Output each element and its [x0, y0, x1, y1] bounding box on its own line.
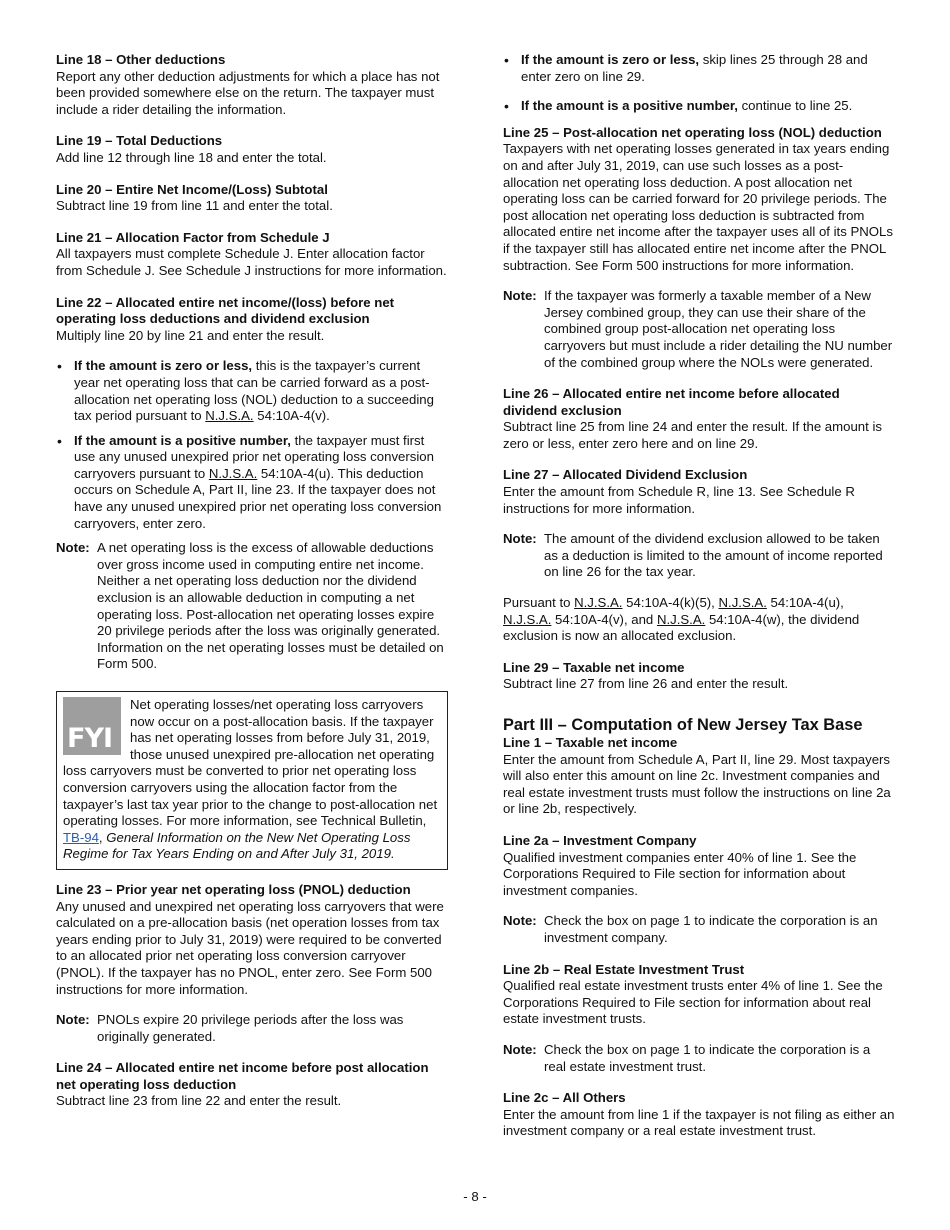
line-2a-note — [503, 913, 895, 946]
line-19-text: Add line 12 through line 18 and enter the total. — [56, 149, 327, 165]
line-20-heading: Line 20 – Entire Net Income/(Loss) Subtotal — [56, 181, 328, 197]
njsa-reference: N.J.S.A. — [718, 595, 767, 611]
bullet-tail: 54:10A-4(v). — [253, 408, 330, 424]
line-21-heading: Line 21 – Allocation Factor from Schedule J — [56, 229, 330, 245]
bullet-text: this is the taxpayer’s current year net operating loss that can be carried forward as a post-allocation net operating loss (NOL) deduction to a succeeding tax period pursuant to — [74, 358, 434, 424]
fyi-bulletin-title: General Information on the New Net Operating Loss Regime for Tax Years Ending on and After July 31, 2019. — [63, 829, 411, 862]
text-run: 54:10A-4(u), — [766, 595, 844, 611]
right-column — [503, 52, 895, 1140]
line-26-section — [503, 386, 895, 452]
line-27-section — [503, 467, 895, 644]
line-2c-text: Enter the amount from line 1 if the taxpayer is not filing as either an investment company or a real estate investment trust. — [503, 1106, 895, 1139]
line-24-section — [56, 1060, 448, 1110]
line-27-heading: Line 27 – Allocated Dividend Exclusion — [503, 467, 748, 483]
note-text: Check the box on page 1 to indicate the corporation is a real estate investment trust. — [544, 1041, 871, 1074]
line-27-text: Enter the amount from Schedule R, line 13. See Schedule R instructions for more information. — [503, 484, 855, 516]
njsa-reference: N.J.S.A. — [208, 465, 258, 481]
line-20-section — [56, 182, 448, 215]
line-27-note — [503, 531, 895, 581]
line-18-text: Report any other deduction adjustments for which a place has not been provided somewhere else on the return. The taxpayer must include a rider detailing the information. — [56, 68, 440, 117]
line-18-section — [56, 52, 448, 118]
njsa-reference: N.J.S.A. — [574, 595, 623, 611]
part-3-line-1-text: Enter the amount from Schedule A, Part II, line 29. Most taxpayers will also enter this amount on line 2c. Investment companies and real estate investment trusts must follow the instructions on line 2a or line 2b, respectively. — [503, 751, 891, 817]
fyi-text: Net operating losses/net operating loss carryovers now occur on a post-allocation basis. If the taxpayer has net operating losses from before July 31, 2019, those unused unexpired pre-allocation net operating loss carryovers must be converted to prior net operating loss conversion carryovers using the allocation factor from the taxpayer’s last tax year prior to the change to post-allocation net operating losses. For more information, see Technical Bulletin, — [63, 697, 438, 829]
line-19-section — [56, 133, 448, 166]
line-2c-heading: Line 2c – All Others — [503, 1090, 626, 1106]
line-25-text: Taxpayers with net operating losses generated in tax years ending on and after July 31, 2019, can use such losses as a post-allocation net operating loss deduction. A post allocation net operating loss can be carried forward for 20 privilege periods. The post allocation net operating loss deduction is subtracted from allocated entire net income after the taxpayer uses all of its PNOLs if the taxpayer still has allocated entire net income after the PNOL subtraction. See Form 500 instructions for more information. — [503, 141, 893, 273]
line-23-note — [56, 1012, 448, 1045]
part-3-line-1-heading: Line 1 – Taxable net income — [503, 735, 678, 750]
line-24-text: Subtract line 23 from line 22 and enter the result. — [56, 1093, 342, 1109]
text-run: Pursuant to — [503, 595, 575, 611]
line-18-heading: Line 18 – Other deductions — [56, 52, 226, 67]
note-text: A net operating loss is the excess of allowable deductions over gross income used in computing entire net income. Neither a net operating loss deduction nor the dividend exclusion is an allowable deduction in computing a net operating loss. Post-allocation net operating losses expire 20 privilege periods after the loss was originally generated. Information on the net operating losses must be detailed on Form 500. — [97, 540, 444, 672]
line-24-bullet-positive — [503, 98, 895, 115]
line-20-text: Subtract line 19 from line 11 and enter the total. — [56, 198, 333, 214]
note-text: Check the box on page 1 to indicate the corporation is an investment company. — [544, 913, 878, 945]
line-2a-text: Qualified investment companies enter 40% of line 1. See the Corporations Required to File section for information about investment companies. — [503, 849, 857, 898]
fyi-badge-label: FYI — [67, 723, 113, 754]
njsa-reference: N.J.S.A. — [205, 408, 254, 424]
line-2b-text: Qualified real estate investment trusts enter 4% of line 1. See the Corporations Required to File section for information about real estate investment trusts. — [503, 978, 883, 1027]
line-24-heading: Line 24 – Allocated entire net income before post allocation net operating loss deduction — [56, 1060, 429, 1092]
fyi-box — [56, 691, 448, 870]
line-23-heading: Line 23 – Prior year net operating loss (PNOL) deduction — [56, 881, 411, 897]
line-2c-section — [503, 1090, 895, 1140]
line-22-bullet-zero — [56, 358, 448, 424]
note-label: Note: — [503, 288, 537, 304]
line-23-text: Any unused and unexpired net operating loss carryovers that were calculated on a pre-allocation basis (net operation losses from tax years ending prior to July 31, 2019) were required to be converted to an allocated prior net operating loss conversion carryover (PNOL). If the taxpayer has no PNOL, enter zero. See Form 500 instructions for more information. — [56, 898, 444, 997]
note-text: The amount of the dividend exclusion allowed to be taken as a deduction is limited to the amount of income reported on line 26 for the tax year. — [544, 531, 883, 580]
line-21-section — [56, 230, 448, 280]
bullet-lead: If the amount is a positive number, — [521, 98, 738, 114]
njsa-reference: N.J.S.A. — [503, 611, 552, 627]
text-run: 54:10A-4(k)(5), — [622, 595, 719, 611]
part-3-section — [503, 715, 895, 818]
fyi-separator: , — [98, 829, 107, 845]
text-run: 54:10A-4(w), the dividend exclusion is now an allocated exclusion. — [503, 611, 860, 644]
note-label: Note: — [56, 1012, 90, 1028]
note-label: Note: — [503, 531, 537, 547]
line-22-note — [56, 540, 448, 673]
bullet-lead: If the amount is a positive number, — [74, 432, 291, 448]
page-number: - 8 - — [463, 1189, 487, 1204]
note-label: Note: — [503, 913, 537, 929]
note-text: If the taxpayer was formerly a taxable member of a New Jersey combined group, they can use their share of the combined group post-allocation net operating loss carryovers but must include a rider detailing the NU number of the combined group where the NOLs were generated. — [544, 288, 893, 370]
line-24-bullet-zero — [503, 52, 895, 85]
line-22-heading: Line 22 – Allocated entire net income/(loss) before net operating loss deductions and dividend exclusion — [56, 294, 395, 327]
tb-94-link[interactable]: TB-94 — [63, 829, 99, 845]
bullet-lead: If the amount is zero or less, — [74, 358, 253, 374]
line-2a-section — [503, 833, 895, 947]
note-text: PNOLs expire 20 privilege periods after the loss was originally generated. — [97, 1012, 404, 1044]
line-27-pursuant-text — [503, 595, 895, 645]
text-run: 54:10A-4(v), and — [551, 611, 657, 627]
note-label: Note: — [503, 1041, 537, 1057]
line-2b-heading: Line 2b – Real Estate Investment Trust — [503, 961, 745, 977]
line-26-heading: Line 26 – Allocated entire net income before allocated dividend exclusion — [503, 386, 840, 418]
line-2b-note — [503, 1042, 895, 1075]
note-label: Note: — [56, 540, 90, 556]
fyi-badge — [63, 697, 121, 755]
bullet-lead: If the amount is zero or less, — [521, 52, 700, 67]
line-29-heading: Line 29 – Taxable net income — [503, 659, 685, 675]
bullet-text: skip lines 25 through 28 and enter zero on line 29. — [521, 52, 868, 84]
line-29-section — [503, 660, 895, 693]
njsa-reference: N.J.S.A. — [656, 611, 706, 627]
line-21-text: All taxpayers must complete Schedule J. Enter allocation factor from Schedule J. See Schedule J instructions for more information. — [56, 246, 447, 278]
line-25-heading: Line 25 – Post-allocation net operating loss (NOL) deduction — [503, 124, 882, 140]
line-25-section — [503, 125, 895, 371]
line-22-bullet-positive — [56, 433, 448, 533]
line-26-text: Subtract line 25 from line 24 and enter the result. If the amount is zero or less, enter zero here and on line 29. — [503, 419, 882, 451]
line-23-section — [56, 882, 448, 1045]
line-25-note — [503, 288, 895, 371]
line-22-section — [56, 295, 448, 673]
line-22-text: Multiply line 20 by line 21 and enter the result. — [56, 327, 325, 343]
bullet-text: continue to line 25. — [737, 98, 853, 114]
line-2b-section — [503, 962, 895, 1076]
part-3-heading: Part III – Computation of New Jersey Tax Base — [503, 716, 863, 734]
bullet-text: the taxpayer must first use any unused unexpired prior net operating loss conversion carryovers pursuant to — [74, 432, 434, 481]
line-29-text: Subtract line 27 from line 26 and enter the result. — [503, 676, 789, 692]
left-column — [56, 52, 448, 1125]
line-19-heading: Line 19 – Total Deductions — [56, 133, 223, 149]
bullet-tail: 54:10A-4(u). This deduction occurs on Schedule A, Part II, line 23. If the taxpayer does not have any unused unexpired prior net operating loss conversion carryovers, enter zero. — [74, 465, 442, 531]
line-2a-heading: Line 2a – Investment Company — [503, 832, 697, 848]
